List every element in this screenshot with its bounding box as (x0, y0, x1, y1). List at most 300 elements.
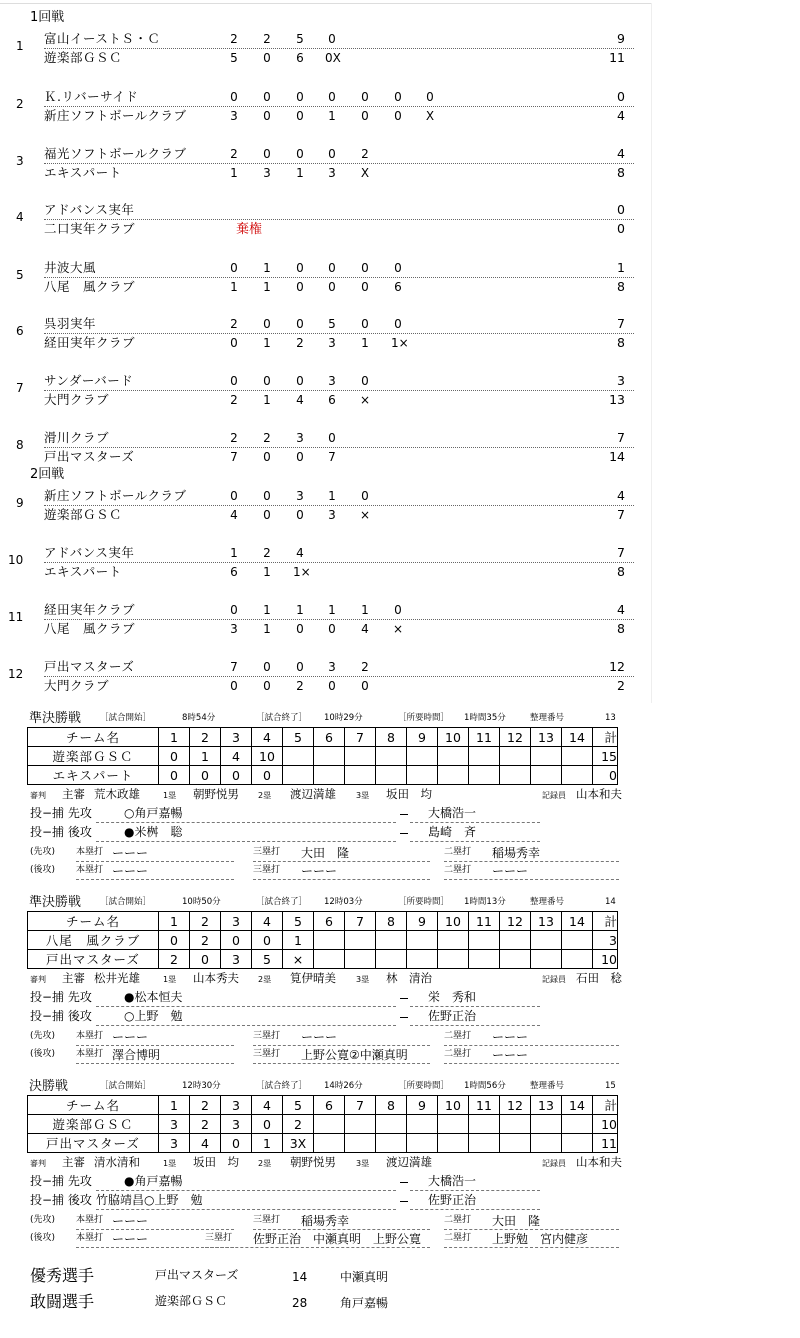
inning-score: X (360, 166, 370, 180)
double-underline (444, 1247, 619, 1248)
inning-score: 0 (361, 374, 369, 388)
inning-score: 6 (230, 565, 238, 579)
side-label: (後攻) (30, 865, 56, 875)
inning-score (500, 931, 531, 950)
end-label: ［試合終了］ (256, 897, 308, 907)
team-row (28, 950, 618, 969)
inning-score: 3 (230, 109, 238, 123)
award-number: 28 (292, 1296, 308, 1310)
inning-score (345, 1134, 376, 1153)
inning-score: 0 (230, 261, 238, 275)
bottom-team-name: 大門クラブ (44, 392, 110, 407)
inning-score: 0 (296, 660, 304, 674)
triple-underline (253, 861, 430, 862)
umpire-label: 審判 (30, 791, 46, 800)
inning-score: 0 (263, 374, 271, 388)
inning-score: 0 (296, 508, 304, 522)
game-number: 13 (605, 713, 616, 723)
inning-score: 0 (296, 374, 304, 388)
bottom-total: 8 (617, 621, 625, 636)
inning-score: 0 (159, 931, 190, 950)
inning-score: 0 (361, 261, 369, 275)
inning-score (469, 1134, 500, 1153)
line-score-table (27, 1095, 618, 1153)
pitcher-underline (96, 1006, 396, 1007)
top-team-name: 滑川クラブ (44, 430, 110, 445)
bottom-total: 2 (617, 678, 625, 693)
bottom-team-name: 八尾 風クラブ (44, 279, 136, 294)
home-run: ーーー (112, 1214, 149, 1228)
top-team-name: 呉羽実年 (44, 316, 97, 331)
duration-label: ［所要時間］ (398, 897, 450, 907)
double-underline (444, 1045, 619, 1046)
inning-score (314, 931, 345, 950)
bottom-total: 13 (609, 392, 625, 407)
inning-score: 0 (263, 147, 271, 161)
inning-score: 1 (263, 565, 271, 579)
battery-label: 投−捕 後攻 (30, 825, 92, 839)
home-run-label: 本塁打 (76, 865, 104, 875)
hr-underline (76, 1229, 234, 1230)
inning-score: 0 (263, 508, 271, 522)
triple: 大田 隆 (301, 846, 350, 860)
inning-score: 2 (230, 32, 238, 46)
inning-score: 2 (159, 950, 190, 969)
inning-score (531, 1134, 562, 1153)
inning-score: 1 (328, 109, 336, 123)
inning-header: 5 (283, 728, 314, 747)
chief-umpire: 荒木政雄 (94, 787, 140, 801)
inning-score (469, 931, 500, 950)
inning-score: 0 (263, 109, 271, 123)
inning-score: 0 (252, 766, 283, 785)
team-name: 八尾 風クラブ (28, 931, 159, 950)
round2-title: 2回戦 (30, 467, 65, 482)
inning-header: 5 (283, 1096, 314, 1115)
inning-score: 0 (328, 679, 336, 693)
game-number: 7 (16, 381, 24, 395)
inning-score: 0 (230, 90, 238, 104)
team-name: 遊楽部ＧＳＣ (28, 1115, 159, 1134)
inning-score: 3 (159, 1134, 190, 1153)
inning-header: 8 (376, 728, 407, 747)
top-total: 9 (617, 31, 625, 46)
row-divider (44, 48, 634, 49)
inning-score (376, 950, 407, 969)
inning-score: 1× (293, 565, 311, 579)
inning-score: 1 (230, 166, 238, 180)
second-base-label: 2塁 (258, 791, 272, 800)
third-base-label: 3塁 (356, 791, 370, 800)
inning-score: 1 (263, 603, 271, 617)
catcher-underline (410, 1006, 540, 1007)
inning-score (438, 931, 469, 950)
duration: 1時間56分 (464, 1081, 506, 1091)
top-team-name: 井波大風 (44, 260, 97, 275)
top-team-name: アドバンス実年 (44, 202, 135, 217)
inning-score (376, 747, 407, 766)
game-number: 15 (605, 1081, 616, 1091)
third-base-label: 3塁 (356, 1159, 370, 1168)
team-column-header: チーム名 (28, 912, 159, 931)
inning-score: 3 (159, 1115, 190, 1134)
hr-underline (76, 879, 234, 880)
recorder-label: 記録員 (542, 1159, 566, 1168)
team-name: 戸出マスターズ (28, 950, 159, 969)
game-number: 6 (16, 324, 24, 338)
inning-score: 1 (263, 622, 271, 636)
hr-underline (76, 861, 234, 862)
inning-score: 1 (328, 489, 336, 503)
game-number: 1 (16, 39, 24, 53)
inning-header: 1 (159, 1096, 190, 1115)
right-border (651, 3, 652, 703)
inning-score (407, 1134, 438, 1153)
game-number: 12 (8, 667, 24, 681)
inning-score (562, 950, 593, 969)
inning-score: 0 (328, 261, 336, 275)
bottom-team-name: 二口実年クラブ (44, 221, 136, 236)
inning-header: 3 (221, 728, 252, 747)
inning-score: 0 (394, 109, 402, 123)
inning-header: 11 (469, 912, 500, 931)
bottom-total: 8 (617, 165, 625, 180)
triple-underline (205, 1247, 430, 1248)
home-run-label: 本塁打 (76, 1049, 104, 1059)
inning-score (500, 950, 531, 969)
inning-score: 0 (263, 450, 271, 464)
top-team-name: 戸出マスターズ (44, 659, 135, 674)
inning-score (407, 766, 438, 785)
inning-header: 7 (345, 912, 376, 931)
team-total: 3 (593, 931, 618, 950)
top-team-name: Ｋ.リバーサイド (44, 89, 139, 104)
inning-score: 0 (230, 489, 238, 503)
start-label: ［試合開始］ (100, 713, 152, 723)
forfeit-label: 棄権 (236, 222, 263, 237)
start-label: ［試合開始］ (100, 897, 152, 907)
home-run: 澤合博明 (112, 1048, 161, 1062)
inning-score: X (425, 109, 435, 123)
catcher: 佐野正治 (428, 1009, 477, 1023)
inning-score (531, 1115, 562, 1134)
inning-score: 2 (361, 147, 369, 161)
double-label: 二塁打 (444, 847, 472, 857)
pitcher-underline (96, 1209, 396, 1210)
inning-score: 0 (328, 32, 336, 46)
row-divider (44, 447, 634, 448)
first-base-umpire: 朝野悦男 (193, 787, 239, 801)
inning-score: 0 (159, 766, 190, 785)
round1-title: 1回戦 (30, 10, 65, 25)
inning-score (562, 747, 593, 766)
inning-score: 0 (394, 90, 402, 104)
double-label: 二塁打 (444, 1233, 472, 1243)
game-number: 2 (16, 97, 24, 111)
inning-header: 9 (407, 728, 438, 747)
top-team-name: 福光ソフトボールクラブ (44, 146, 187, 161)
top-border (0, 3, 652, 4)
triple-label: 三塁打 (253, 847, 281, 857)
game-number: 3 (16, 154, 24, 168)
inning-score (531, 950, 562, 969)
catcher: 栄 秀和 (428, 990, 477, 1004)
row-divider (44, 219, 634, 220)
header-row (28, 1096, 618, 1115)
catcher-underline (410, 822, 540, 823)
inning-score: 0 (263, 90, 271, 104)
inning-header: 9 (407, 912, 438, 931)
inning-score (407, 950, 438, 969)
catcher: 島崎 斉 (428, 825, 477, 839)
battery-label: 投−捕 後攻 (30, 1193, 92, 1207)
bottom-total: 0 (617, 221, 625, 236)
award-number: 14 (292, 1270, 308, 1284)
bottom-team-name: 戸出マスターズ (44, 449, 135, 464)
double: 大田 隆 (492, 1214, 541, 1228)
pitcher: ●松本恒夫 (124, 990, 183, 1004)
top-team-name: 新庄ソフトボールクラブ (44, 488, 187, 503)
inning-score (562, 1115, 593, 1134)
umpire-label: 審判 (30, 975, 46, 984)
catcher: 大橋浩一 (428, 806, 477, 820)
inning-score (345, 766, 376, 785)
inning-score (314, 1115, 345, 1134)
inning-score: 0 (230, 603, 238, 617)
bottom-total: 8 (617, 279, 625, 294)
row-divider (44, 106, 634, 107)
total-header: 計 (593, 1096, 618, 1115)
catcher-underline (410, 1209, 540, 1210)
inning-score: 1 (296, 166, 304, 180)
home-run-label: 本塁打 (76, 1215, 104, 1225)
pitcher-underline (96, 841, 396, 842)
inning-score: 0 (263, 679, 271, 693)
battery-dash (400, 1201, 408, 1202)
double-label: 二塁打 (444, 865, 472, 875)
third-base-umpire: 坂田 均 (386, 787, 432, 801)
inning-header: 12 (500, 1096, 531, 1115)
triple: ーーー (301, 864, 338, 878)
inning-score: 1 (263, 336, 271, 350)
inning-score: 0 (159, 747, 190, 766)
inning-score (376, 1134, 407, 1153)
top-team-name: 経田実年クラブ (44, 602, 136, 617)
inning-header: 13 (531, 1096, 562, 1115)
inning-score: 0 (221, 1134, 252, 1153)
recorder: 山本和夫 (576, 1155, 622, 1169)
inning-score: 2 (230, 147, 238, 161)
inning-score: 3 (221, 1115, 252, 1134)
battery-dash (400, 1017, 408, 1018)
team-row (28, 1134, 618, 1153)
second-base-label: 2塁 (258, 1159, 272, 1168)
hr-underline (76, 1063, 234, 1064)
inning-score: 1 (361, 603, 369, 617)
inning-score: 4 (230, 508, 238, 522)
inning-score: 3 (328, 336, 336, 350)
double: ーーー (492, 864, 529, 878)
inning-score (469, 766, 500, 785)
row-divider (44, 390, 634, 391)
game-number: 10 (8, 553, 24, 567)
inning-score (531, 766, 562, 785)
inning-score (438, 747, 469, 766)
team-row (28, 747, 618, 766)
bottom-team-name: 遊楽部ＧＳＣ (44, 50, 123, 65)
inning-header: 8 (376, 912, 407, 931)
award-title: 優秀選手 (30, 1266, 95, 1285)
battery-dash (400, 814, 408, 815)
end-label: ［試合終了］ (256, 1081, 308, 1091)
inning-score: 0 (230, 374, 238, 388)
hr-underline (76, 1045, 234, 1046)
inning-score (500, 1134, 531, 1153)
inning-score: 0 (361, 489, 369, 503)
triple-underline (253, 1063, 430, 1064)
inning-score: 3 (263, 166, 271, 180)
inning-score (562, 1134, 593, 1153)
inning-score: 0 (263, 489, 271, 503)
header-row (28, 912, 618, 931)
double: ーーー (492, 1048, 529, 1062)
pitcher-underline (96, 1190, 396, 1191)
inning-score: 0 (190, 950, 221, 969)
inning-header: 14 (562, 912, 593, 931)
inning-score: 2 (263, 32, 271, 46)
inning-score: 2 (361, 660, 369, 674)
second-base-label: 2塁 (258, 975, 272, 984)
bottom-team-name: 経田実年クラブ (44, 335, 136, 350)
third-base-label: 3塁 (356, 975, 370, 984)
inning-score: 2 (190, 1115, 221, 1134)
pitcher: ○上野 勉 (124, 1009, 183, 1023)
inning-header: 3 (221, 1096, 252, 1115)
triple: 稲場秀幸 (301, 1214, 350, 1228)
bottom-total: 11 (609, 50, 625, 65)
inning-score (438, 1115, 469, 1134)
chief-label: 主審 (62, 971, 85, 985)
row-divider (44, 562, 634, 563)
inning-score: 4 (296, 546, 304, 560)
game-number: 14 (605, 897, 616, 907)
bottom-team-name: 新庄ソフトボールクラブ (44, 108, 187, 123)
inning-score: 6 (328, 393, 336, 407)
inning-score: 1 (263, 393, 271, 407)
second-base-umpire: 渡辺満雄 (290, 787, 336, 801)
inning-header: 2 (190, 1096, 221, 1115)
inning-header: 12 (500, 912, 531, 931)
team-row (28, 1115, 618, 1134)
row-divider (44, 676, 634, 677)
top-team-name: アドバンス実年 (44, 545, 135, 560)
inning-header: 7 (345, 1096, 376, 1115)
inning-header: 2 (190, 912, 221, 931)
inning-score: 2 (283, 1115, 314, 1134)
home-run: ーーー (112, 864, 149, 878)
game-title: 準決勝戦 (29, 895, 82, 910)
inning-header: 1 (159, 728, 190, 747)
home-run-label: 本塁打 (76, 1031, 104, 1041)
game-number: 8 (16, 438, 24, 452)
inning-score: 0 (361, 90, 369, 104)
double-label: 二塁打 (444, 1031, 472, 1041)
inning-score: 0 (361, 280, 369, 294)
game-title: 決勝戦 (29, 1079, 69, 1094)
game-number: 5 (16, 268, 24, 282)
inning-score: 0 (296, 261, 304, 275)
inning-score (314, 766, 345, 785)
inning-score: × (283, 950, 314, 969)
inning-header: 12 (500, 728, 531, 747)
bottom-team-name: 遊楽部ＧＳＣ (44, 507, 123, 522)
inning-score: 0 (296, 280, 304, 294)
number-label: 整理番号 (530, 897, 565, 907)
inning-score: 4 (221, 747, 252, 766)
inning-header: 3 (221, 912, 252, 931)
inning-header: 11 (469, 1096, 500, 1115)
inning-score: 7 (328, 450, 336, 464)
side-label: (先攻) (30, 1031, 56, 1041)
bottom-total: 7 (617, 507, 625, 522)
inning-score: 0 (361, 109, 369, 123)
inning-score: 0 (394, 317, 402, 331)
inning-score: 0 (328, 147, 336, 161)
inning-header: 14 (562, 728, 593, 747)
inning-score: 6 (394, 280, 402, 294)
top-total: 0 (617, 202, 625, 217)
double-underline (444, 861, 619, 862)
inning-header: 1 (159, 912, 190, 931)
inning-score: 1 (190, 747, 221, 766)
inning-header: 6 (314, 912, 345, 931)
inning-header: 6 (314, 728, 345, 747)
inning-score: 2 (263, 546, 271, 560)
inning-score (469, 1115, 500, 1134)
first-base-label: 1塁 (163, 1159, 177, 1168)
inning-score: 1 (328, 603, 336, 617)
double-label: 二塁打 (444, 1049, 472, 1059)
line-score-table (27, 911, 618, 969)
inning-score (562, 931, 593, 950)
team-total: 10 (593, 950, 618, 969)
battery-label: 投−捕 後攻 (30, 1009, 92, 1023)
start-time: 12時30分 (182, 1081, 221, 1091)
inning-score: 0 (394, 261, 402, 275)
inning-header: 14 (562, 1096, 593, 1115)
inning-score: 0 (296, 147, 304, 161)
inning-score (314, 747, 345, 766)
inning-score (500, 1115, 531, 1134)
row-divider (44, 163, 634, 164)
inning-score: 0 (230, 336, 238, 350)
battery-dash (400, 833, 408, 834)
recorder: 石田 稔 (576, 971, 622, 985)
inning-score: 4 (296, 393, 304, 407)
second-base-umpire: 朝野悦男 (290, 1155, 336, 1169)
game-number: 11 (8, 610, 24, 624)
inning-header: 10 (438, 912, 469, 931)
triple-underline (253, 1045, 430, 1046)
team-row (28, 766, 618, 785)
inning-score: 1× (391, 336, 409, 350)
inning-score: 0 (296, 90, 304, 104)
inning-score: 1 (296, 603, 304, 617)
inning-score: 0 (426, 90, 434, 104)
duration-label: ［所要時間］ (398, 713, 450, 723)
inning-score (376, 1115, 407, 1134)
duration-label: ［所要時間］ (398, 1081, 450, 1091)
